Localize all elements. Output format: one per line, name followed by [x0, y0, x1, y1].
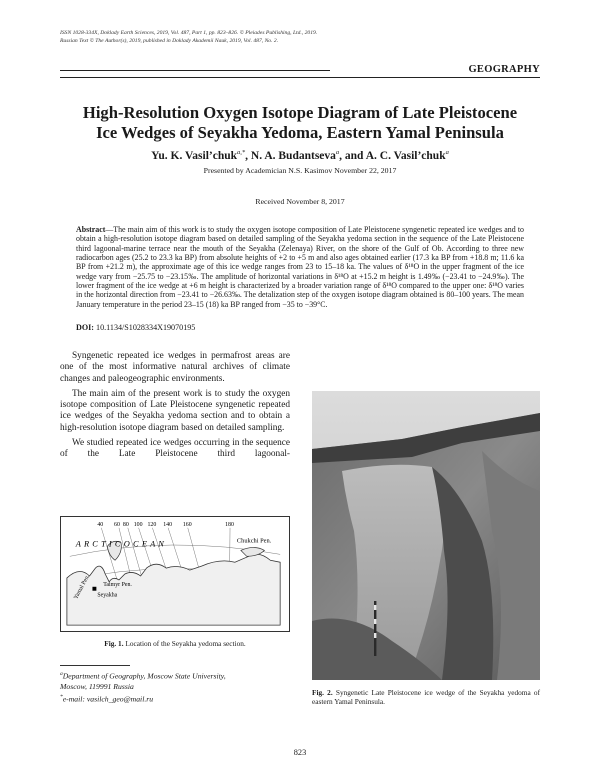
- lon-label: 60: [114, 521, 120, 528]
- yamal-label: Yamal Pen.: [73, 573, 92, 601]
- presented-by: Presented by Academician N.S. Kasimov November 22, 2017: [203, 166, 397, 175]
- body-paragraph: The main aim of the present work is to study the oxygen isotope composition of Late Pleistocene syngenetic repeated ice wedges of the Seyakha yedoma section and to obtain a high-resolution isotope diagram based on detailed sampling.: [60, 388, 290, 433]
- author-name: A. C. Vasil’chuk: [365, 149, 446, 162]
- email-line: [60, 692, 290, 705]
- author-affil-sup: a,*: [237, 149, 246, 156]
- ocean-label: A R C T I C O C E A N: [75, 539, 165, 549]
- figure-2-label: Fig. 2.: [312, 688, 333, 697]
- body-paragraph: Syngenetic repeated ice wedges in permafrost areas are one of the most informative natural archives of climate changes and paleogeographic environments.: [60, 351, 290, 384]
- lon-label: 100: [133, 521, 143, 528]
- doi-label: DOI:: [76, 323, 94, 332]
- email-text[interactable]: e-mail: vasilch_geo@mail.ru: [62, 694, 154, 704]
- coastline: [67, 554, 280, 625]
- author-name: Yu. K. Vasil’chuk: [151, 149, 238, 162]
- ice-wedge-photo: [312, 391, 540, 680]
- author-name: N. A. Budantseva: [250, 149, 336, 162]
- author-affil-sup: a: [335, 149, 340, 156]
- figure-2-caption-text: Syngenetic Late Pleistocene ice wedge of the Seyakha yedoma of eastern Yamal Peninsula.: [312, 688, 541, 707]
- lon-label: 140: [163, 521, 173, 528]
- article-title: [40, 103, 560, 143]
- lon-label: 80: [122, 521, 129, 528]
- author-affil-sup: a: [445, 149, 449, 156]
- section-rule: [60, 70, 330, 71]
- doi: [76, 323, 195, 332]
- abstract-label: Abstract: [76, 225, 106, 234]
- lon-label: 120: [147, 521, 157, 528]
- pole-mark: [374, 605, 376, 610]
- footnote-rule: [60, 665, 130, 666]
- author-separator: ,: [245, 149, 251, 162]
- seyakha-label: Seyakha: [97, 592, 118, 599]
- section-label: GEOGRAPHY: [468, 64, 540, 75]
- title-line-1: High-Resolution Oxygen Isotope Diagram of Late Pleistocene: [82, 103, 518, 122]
- pole-mark: [374, 619, 376, 624]
- journal-header-line-2: Russian Text © The Author(s), 2019, published in Doklady Akademii Nauk, 2019, Vol. 487, No. 2.: [60, 37, 279, 44]
- journal-header: [60, 30, 540, 45]
- taimyr-label: Taimyr Pen.: [103, 581, 132, 588]
- lon-label: 160: [182, 521, 192, 528]
- affiliation-text: Department of Geography, Moscow State University,: [62, 671, 226, 681]
- figure-1-caption: [60, 639, 290, 648]
- location-map: [61, 517, 289, 631]
- seyakha-marker-icon: [92, 587, 96, 591]
- figure-1-label: Fig. 1.: [104, 639, 124, 648]
- affil-sup: a: [60, 671, 63, 677]
- journal-header-line-1: ISSN 1028-334X, Doklady Earth Sciences, 2019, Vol. 487, Part 1, pp. 823–826. © Pleiades Publishing, Ltd., 2019.: [60, 30, 318, 36]
- author-separator: , and: [339, 149, 366, 162]
- footnote: [60, 669, 290, 705]
- author-list: [40, 149, 560, 162]
- pole-mark: [374, 633, 376, 638]
- page-number: 823: [293, 748, 307, 757]
- lon-label: 180: [225, 521, 234, 528]
- affiliation-line-2: Moscow, 119991 Russia: [60, 681, 134, 691]
- figure-2-caption: [312, 688, 540, 707]
- body-text: [60, 351, 290, 465]
- affiliation-line-1: [60, 669, 290, 682]
- lon-label: 40: [97, 521, 104, 528]
- doi-value[interactable]: 10.1134/S1028334X19070195: [96, 323, 196, 332]
- chukchi-label: Chukchi Pen.: [236, 537, 272, 545]
- figure-1-map: [60, 516, 290, 632]
- figure-1-caption-text: Location of the Seyakha yedoma section.: [123, 639, 246, 648]
- figure-2-photo: [312, 391, 540, 680]
- received-date: Received November 8, 2017: [255, 197, 345, 206]
- title-line-2: Ice Wedges of Seyakha Yedoma, Eastern Yamal Peninsula: [96, 123, 504, 142]
- body-paragraph: We studied repeated ice wedges occurring in the sequence of the Late Pleistocene third lagoonal-: [60, 438, 290, 460]
- abstract-text: —The main aim of this work is to study the oxygen isotope composition of Late Pleistocene syngenetic repeated ice wedges and to obtain a high-resolution isotope diagram based on detailed sampling of the Seyakha yedoma section in the sequence of the Late Pleistocene third lagoonal-marine terrace near the mouth of the Seyakha (Zelenaya) River, on the shore of the Gulf of Ob. According to three new radiocarbon ages (25.2 to 23.3 ka BP) from absolute heights of +2 to +5 m and also ages obtained earlier (17.3 ka BP from +18.8 m; 11.6 ka BP from +21.2 m), the approximate age of this ice wedge ranges from 23 to 15–18 ka. The values of δ¹⁸O in the upper fragment of the ice wedge vary from −25.75 to −23.15‰. The amplitude of horizontal variations in δ¹⁸O at +15.2 m height is 1.49‰ (−23.41 to −24.9‰). The lower fragment of the ice wedge at +6 m height is characterized by a broader variation range of δ¹⁸O compared to the upper one: δ¹⁸O varies in the horizontal direction from −23.41 to −26.63‰. The detalization step of the oxygen isotope diagram obtained is 80–100 years. The mean January temperature in the period 23–15 (18) ka BP ranged from −35 to −39°C.: [76, 225, 524, 309]
- email-sup: *: [60, 694, 63, 701]
- abstract: [76, 225, 524, 309]
- section-rule-lower: [60, 77, 540, 78]
